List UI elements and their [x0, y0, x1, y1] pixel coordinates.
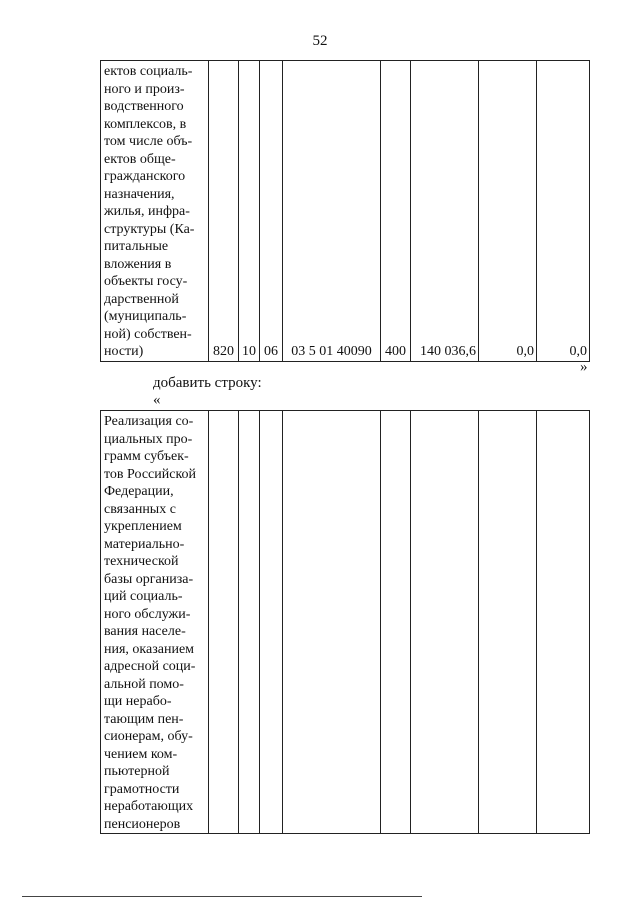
budget-table-1: [100, 60, 590, 362]
row-name-cell: Реализация со- циальных про- грамм субъек- тов Российской Федерации, связанных с укреплением материально- технической базы организа- ций социаль- ного обслужи- вания населе- ния, оказанием адресной соци- альной помо- щи нерабо- тающим пен- сионерам, обу- чением ком- пьютерной грамотности неработающих пенсионеров: [101, 411, 209, 834]
instruction-text: добавить строку:: [153, 375, 262, 391]
gr-code-cell: 820: [209, 61, 239, 362]
table-row: [101, 411, 590, 834]
closing-quote: »: [580, 359, 588, 375]
opening-quote: «: [153, 392, 161, 408]
subsection-code-cell: [260, 411, 283, 834]
row-name-cell: ектов социаль- ного и произ- водственного комплексов, в том числе объ- ектов обще- гражданского назначения, жилья, инфра- структуры (Ка- питальные вложения в объекты госу- дарственной (муниципаль- ной) собствен- ности): [101, 61, 209, 362]
amount-3-cell: 0,0: [537, 61, 590, 362]
gr-code-cell: [209, 411, 239, 834]
amount-1-cell: 140 036,6: [411, 61, 479, 362]
amount-2-cell: 0,0: [479, 61, 537, 362]
amount-1-cell: [411, 411, 479, 834]
budget-table-2: [100, 410, 590, 834]
expense-type-cell: [381, 411, 411, 834]
section-code-cell: 10: [239, 61, 260, 362]
amount-2-cell: [479, 411, 537, 834]
section-code-cell: [239, 411, 260, 834]
page-number: 52: [312, 33, 328, 49]
target-article-cell: 03 5 01 40090: [283, 61, 381, 362]
table-row: [101, 61, 590, 362]
subsection-code-cell: 06: [260, 61, 283, 362]
expense-type-cell: 400: [381, 61, 411, 362]
target-article-cell: [283, 411, 381, 834]
amount-3-cell: [537, 411, 590, 834]
bottom-divider: [22, 896, 422, 897]
